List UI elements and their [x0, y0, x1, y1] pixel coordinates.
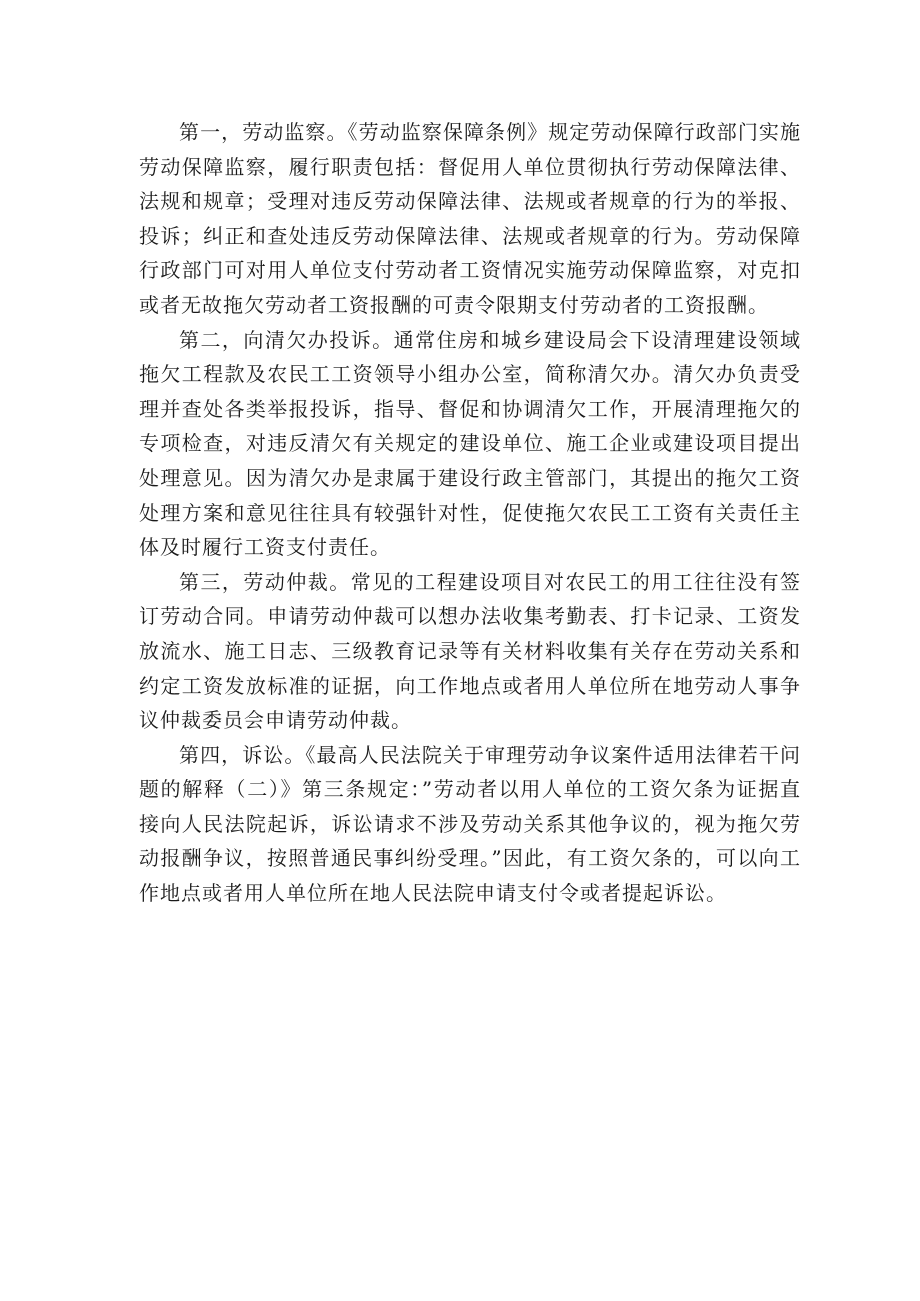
paragraph-labor-arbitration: 第三，劳动仲裁。常见的工程建设项目对农民工的用工往往没有签订劳动合同。申请劳动仲裁可以想办法收集考勤表、打卡记录、工资发放流水、施工日志、三级教育记录等有关材料收集有关存在劳动关系和约定工资发放标准的证据，向工作地点或者用人单位所在地劳动人事争议仲裁委员会申请劳动仲裁。: [139, 569, 801, 733]
paragraph-labor-inspection: 第一，劳动监察。《劳动监察保障条例》规定劳动保障行政部门实施劳动保障监察，履行职责包括：督促用人单位贯彻执行劳动保障法律、法规和规章；受理对违反劳动保障法律、法规或者规章的行为的举报、投诉；纠正和查处违反劳动保障法律、法规或者规章的行为。劳动保障行政部门可对用人单位支付劳动者工资情况实施劳动保障监察，对克扣或者无故拖欠劳动者工资报酬的可责令限期支付劳动者的工资报酬。: [139, 120, 801, 317]
document-body: [139, 115, 801, 911]
paragraph-litigation: 第四，诉讼。《最高人民法院关于审理劳动争议案件适用法律若干问题的解释（二）》第三条规定：”劳动者以用人单位的工资欠条为证据直接向人民法院起诉，诉讼请求不涉及劳动关系其他争议的，视为拖欠劳动报酬争议，按照普通民事纠纷受理。”因此，有工资欠条的，可以向工作地点或者用人单位所在地人民法院申请支付令或者提起诉讼。: [139, 742, 801, 906]
paragraph-arrears-office-complaint: 第二，向清欠办投诉。通常住房和城乡建设局会下设清理建设领域拖欠工程款及农民工工资领导小组办公室，简称清欠办。清欠办负责受理并查处各类举报投诉，指导、督促和协调清欠工作，开展清理拖欠的专项检查，对违反清欠有关规定的建设单位、施工企业或建设项目提出处理意见。因为清欠办是隶属于建设行政主管部门，其提出的拖欠工资处理方案和意见往往具有较强针对性，促使拖欠农民工工资有关责任主体及时履行工资支付责任。: [139, 327, 801, 560]
